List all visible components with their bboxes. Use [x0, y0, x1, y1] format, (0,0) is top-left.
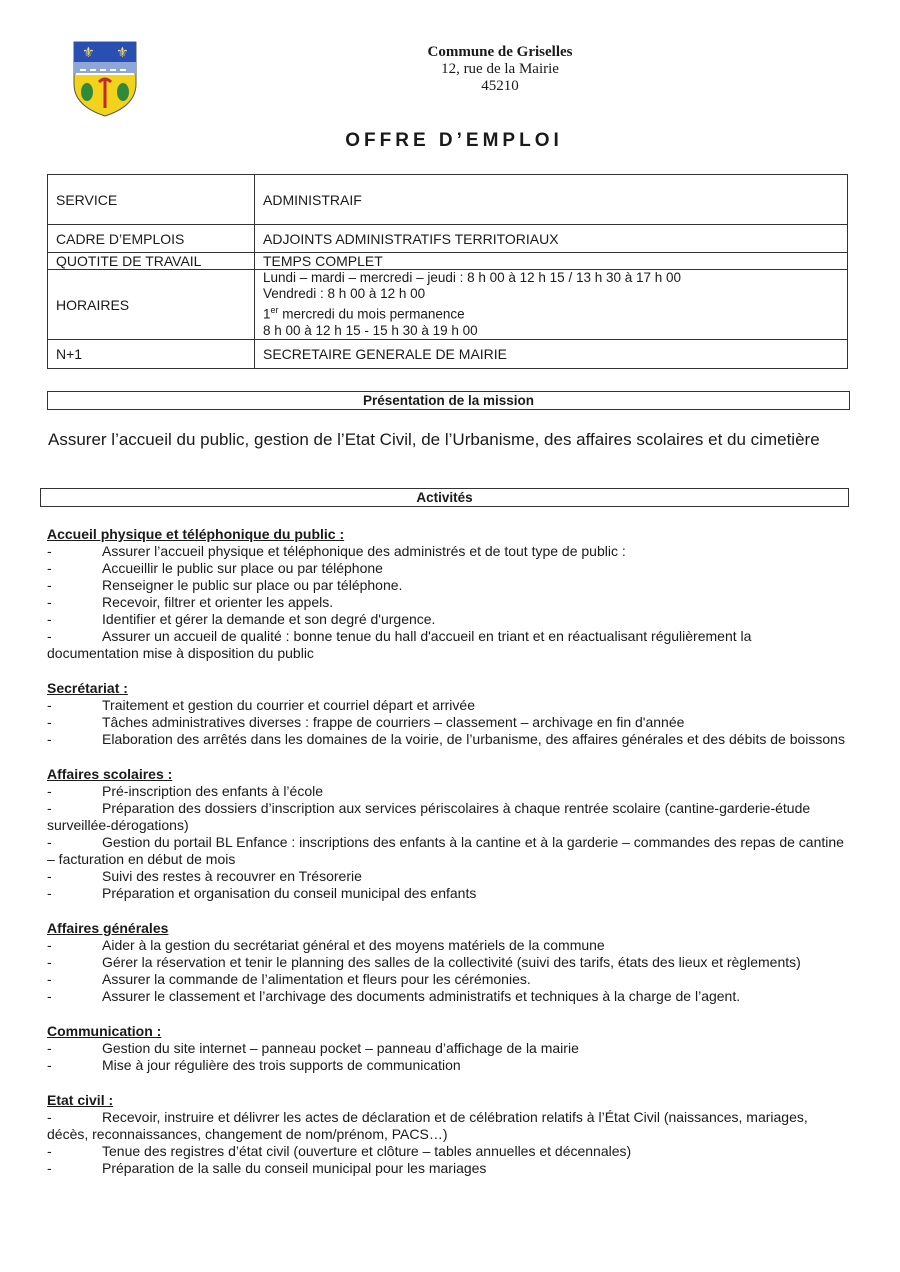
- section-title: Communication :: [47, 1023, 162, 1039]
- list-item: - Assurer l’accueil physique et téléphonique des administrés et de tout type de public :: [47, 543, 626, 559]
- section-secretariat: [47, 680, 847, 748]
- cadre-label: CADRE D’EMPLOIS: [48, 225, 255, 253]
- list-item: - Mise à jour régulière des trois supports de communication: [47, 1057, 461, 1073]
- section-etatcivil: [47, 1092, 847, 1177]
- n1-label: N+1: [48, 340, 255, 369]
- list-item: - Aider à la gestion du secrétariat général et des moyens matériels de la commune: [47, 937, 605, 953]
- n1-value: SECRETAIRE GENERALE DE MAIRIE: [255, 340, 848, 369]
- activites-heading: Activités: [40, 488, 849, 507]
- list-item: - Suivi des restes à recouvrer en Trésorerie: [47, 868, 362, 884]
- section-accueil: [47, 526, 847, 662]
- list-item: - Préparation et organisation du conseil municipal des enfants: [47, 885, 477, 901]
- activities-content: [47, 526, 847, 1195]
- list-item: - Renseigner le public sur place ou par téléphone.: [47, 577, 403, 593]
- job-info-table: [47, 174, 848, 369]
- list-item: - Elaboration des arrêtés dans les domaines de la voirie, de l’urbanisme, des affaires générales et des débits de boissons: [47, 731, 845, 747]
- list-item: - Préparation des dossiers d’inscription aux services périscolaires à chaque rentrée scolaire (cantine-garderie-étude surveillée-dérogations): [47, 800, 811, 833]
- commune-postcode: 45210: [481, 78, 519, 94]
- row-n1: [48, 340, 848, 369]
- service-label: SERVICE: [48, 175, 255, 225]
- horaires-line-3: [263, 302, 839, 323]
- svg-text:⚜: ⚜: [82, 45, 95, 61]
- list-item: - Tâches administratives diverses : frappe de courriers – classement – archivage en fin d'année: [47, 714, 685, 730]
- horaires-line-2: Vendredi : 8 h 00 à 12 h 00: [263, 286, 426, 302]
- cadre-value: ADJOINTS ADMINISTRATIFS TERRITORIAUX: [255, 225, 848, 253]
- service-value: ADMINISTRAIF: [255, 175, 848, 225]
- row-cadre: [48, 225, 848, 253]
- commune-coat-of-arms: [72, 40, 138, 118]
- list-item: - Tenue des registres d’état civil (ouverture et clôture – tables annuelles et décennales): [47, 1143, 632, 1159]
- list-item: - Accueillir le public sur place ou par téléphone: [47, 560, 383, 576]
- mission-heading: Présentation de la mission: [47, 391, 850, 410]
- list-item: - Recevoir, filtrer et orienter les appels.: [47, 594, 334, 610]
- section-title: Secrétariat :: [47, 680, 128, 696]
- list-item: - Préparation de la salle du conseil municipal pour les mariages: [47, 1160, 487, 1176]
- horaires-ordinal-sup: er: [270, 305, 279, 316]
- horaires-line-4: 8 h 00 à 12 h 15 - 15 h 30 à 19 h 00: [263, 322, 478, 338]
- row-horaires: [48, 270, 848, 340]
- list-item: - Gestion du portail BL Enfance : inscriptions des enfants à la cantine et à la garderie – commandes des repas de cantine – facturation en début de mois: [47, 834, 844, 867]
- list-item: - Gérer la réservation et tenir le planning des salles de la collectivité (suivi des tarifs, états des lieux et règlements): [47, 954, 801, 970]
- commune-name: Commune de Griselles: [427, 44, 573, 60]
- quotite-value: TEMPS COMPLET: [255, 253, 848, 270]
- list-item: - Identifier et gérer la demande et son degré d'urgence.: [47, 611, 436, 627]
- row-quotite: [48, 253, 848, 270]
- commune-header: [340, 44, 660, 95]
- section-scolaires: [47, 766, 847, 902]
- list-item: - Assurer la commande de l’alimentation et fleurs pour les cérémonies.: [47, 971, 531, 987]
- section-title: Affaires scolaires :: [47, 766, 173, 782]
- section-title: Accueil physique et téléphonique du public :: [47, 526, 345, 542]
- list-item: - Traitement et gestion du courrier et courriel départ et arrivée: [47, 697, 475, 713]
- quotite-label: QUOTITE DE TRAVAIL: [48, 253, 255, 270]
- horaires-value: [255, 270, 848, 340]
- list-item: - Assurer un accueil de qualité : bonne tenue du hall d'accueil en triant et en réactualisant régulièrement la documentation mise à disposition du public: [47, 628, 752, 661]
- row-service: [48, 175, 848, 225]
- mission-text: Assurer l’accueil du public, gestion de l’Etat Civil, de l’Urbanisme, des affaires scolaires et du cimetière: [48, 430, 820, 449]
- horaires-label: HORAIRES: [48, 270, 255, 340]
- section-title: Etat civil :: [47, 1092, 114, 1108]
- horaires-ordinal: 1: [263, 306, 271, 322]
- list-item: - Assurer le classement et l’archivage des documents administratifs et techniques à la charge de l’agent.: [47, 988, 741, 1004]
- list-item: - Gestion du site internet – panneau pocket – panneau d’affichage de la mairie: [47, 1040, 579, 1056]
- svg-text:⚜: ⚜: [116, 45, 129, 61]
- list-item: - Pré-inscription des enfants à l’école: [47, 783, 324, 799]
- section-title: Affaires générales: [47, 920, 169, 936]
- section-generales: [47, 920, 847, 1005]
- horaires-line-1: Lundi – mardi – mercredi – jeudi : 8 h 00 à 12 h 15 / 13 h 30 à 17 h 00: [263, 270, 682, 286]
- page-title: OFFRE D’EMPLOI: [345, 130, 563, 151]
- commune-address: 12, rue de la Mairie: [441, 61, 559, 77]
- horaires-permanence: mercredi du mois permanence: [278, 306, 465, 322]
- list-item: - Recevoir, instruire et délivrer les actes de déclaration et de célébration relatifs à l’État Civil (naissances, mariages, décès, reconnaissances, changement de nom/prénom, PACS…): [47, 1109, 808, 1142]
- section-communication: [47, 1023, 847, 1074]
